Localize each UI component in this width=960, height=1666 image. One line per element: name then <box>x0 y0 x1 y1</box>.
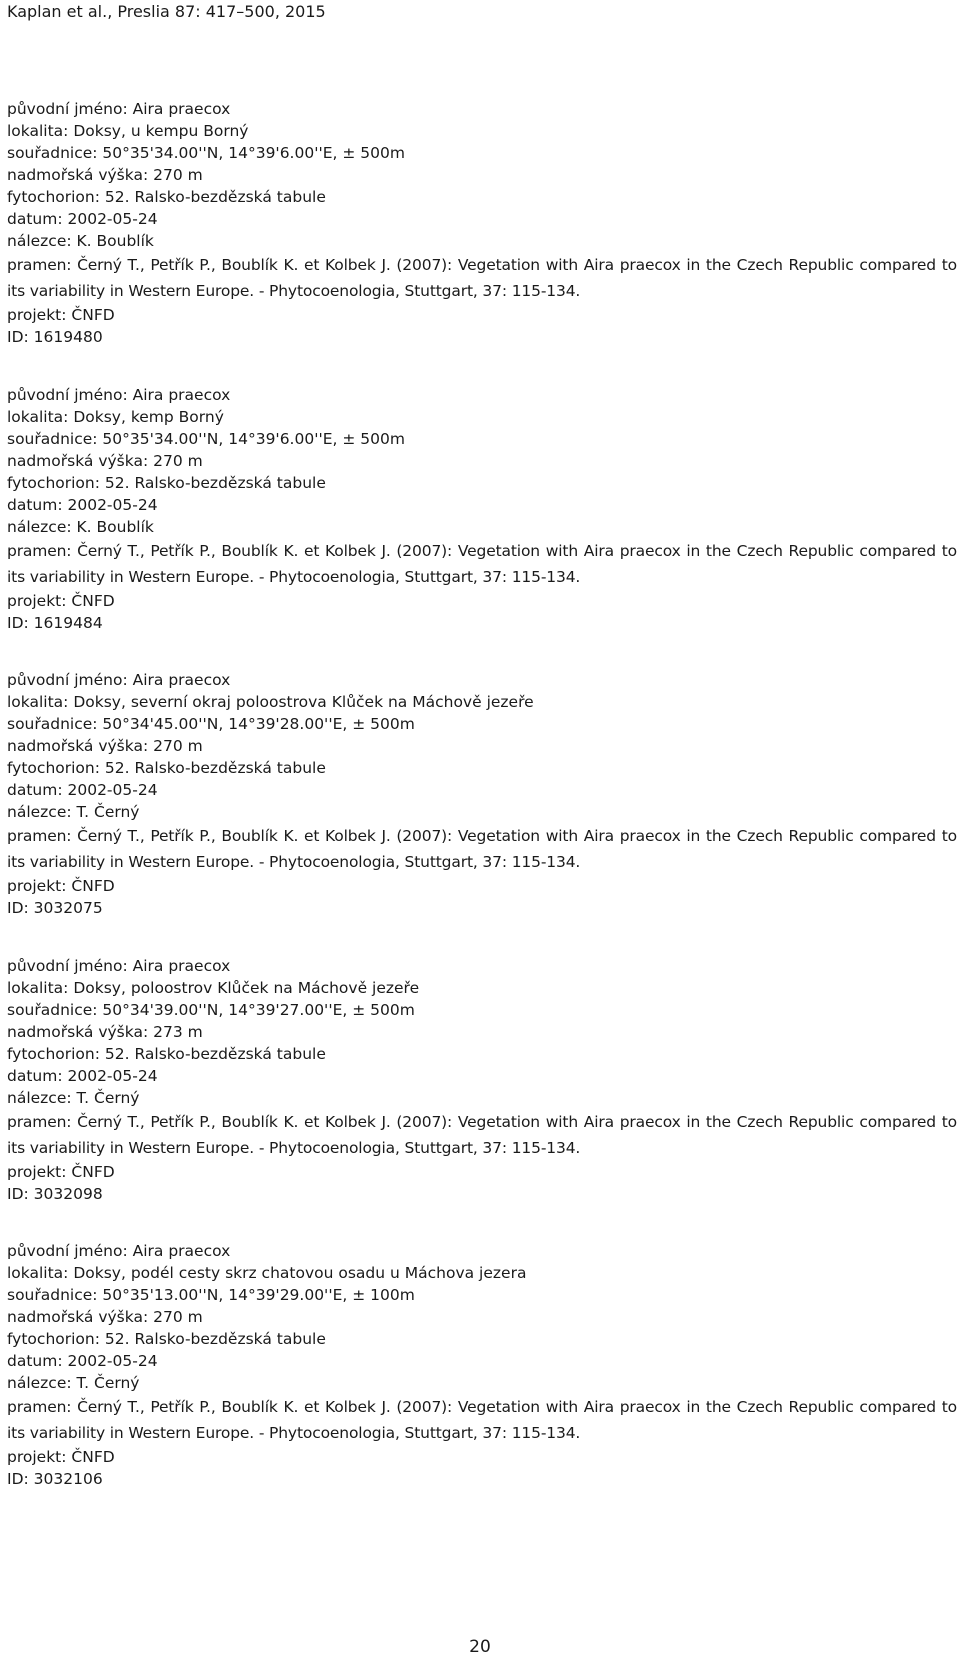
record-finder: nálezce: T. Černý <box>7 1374 140 1392</box>
record-id: ID: 3032075 <box>7 899 103 917</box>
record-coordinates: souřadnice: 50°34'39.00''N, 14°39'27.00''E, ± 500m <box>7 1000 415 1019</box>
record-altitude: nadmořská výška: 270 m <box>7 451 203 470</box>
record-entry <box>7 1240 957 1490</box>
record-entry <box>7 384 957 634</box>
record-source: pramen: Černý T., Petřík P., Boublík K. et Kolbek J. (2007): Vegetation with Aira praecox in the Czech Republic compared to its variability in Western Europe. - Phytocoenologia, Stuttgart, 37: 115-134. <box>7 541 957 586</box>
record-phytochorion: fytochorion: 52. Ralsko-bezdězská tabule <box>7 1330 326 1348</box>
record-id: ID: 3032098 <box>7 1184 103 1203</box>
record-date: datum: 2002-05-24 <box>7 210 158 228</box>
record-entry <box>7 669 957 919</box>
record-list <box>7 98 957 1526</box>
record-altitude: nadmořská výška: 270 m <box>7 737 203 755</box>
record-date: datum: 2002-05-24 <box>7 1352 158 1370</box>
record-locality: lokalita: Doksy, u kempu Borný <box>7 122 249 140</box>
record-altitude: nadmořská výška: 270 m <box>7 1308 203 1326</box>
record-locality: lokalita: Doksy, podél cesty skrz chatovou osadu u Máchova jezera <box>7 1264 527 1282</box>
record-finder: nálezce: K. Boublík <box>7 232 154 250</box>
record-source: pramen: Černý T., Petřík P., Boublík K. et Kolbek J. (2007): Vegetation with Aira praecox in the Czech Republic compared to its variability in Western Europe. - Phytocoenologia, Stuttgart, 37: 115-134. <box>7 1112 957 1157</box>
record-id: ID: 1619484 <box>7 613 103 632</box>
record-locality: lokalita: Doksy, poloostrov Klůček na Máchově jezeře <box>7 978 420 997</box>
record-original-name: původní jméno: Aira praecox <box>7 385 231 404</box>
record-original-name: původní jméno: Aira praecox <box>7 956 231 975</box>
record-coordinates: souřadnice: 50°35'34.00''N, 14°39'6.00''E, ± 500m <box>7 429 405 448</box>
running-header: Kaplan et al., Preslia 87: 417–500, 2015 <box>7 2 326 21</box>
record-project: projekt: ČNFD <box>7 591 115 610</box>
record-id: ID: 1619480 <box>7 328 103 346</box>
record-altitude: nadmořská výška: 270 m <box>7 166 203 184</box>
record-source: pramen: Černý T., Petřík P., Boublík K. et Kolbek J. (2007): Vegetation with Aira praecox in the Czech Republic compared to its variability in Western Europe. - Phytocoenologia, Stuttgart, 37: 115-134. <box>7 827 957 871</box>
record-source: pramen: Černý T., Petřík P., Boublík K. et Kolbek J. (2007): Vegetation with Aira praecox in the Czech Republic compared to its variability in Western Europe. - Phytocoenologia, Stuttgart, 37: 115-134. <box>7 256 957 300</box>
record-entry <box>7 98 957 348</box>
record-id: ID: 3032106 <box>7 1470 103 1488</box>
record-project: projekt: ČNFD <box>7 877 115 895</box>
record-date: datum: 2002-05-24 <box>7 1066 158 1085</box>
record-phytochorion: fytochorion: 52. Ralsko-bezdězská tabule <box>7 1044 326 1063</box>
record-altitude: nadmořská výška: 273 m <box>7 1022 203 1041</box>
record-finder: nálezce: T. Černý <box>7 1088 140 1107</box>
record-original-name: původní jméno: Aira praecox <box>7 100 231 118</box>
record-project: projekt: ČNFD <box>7 306 115 324</box>
record-locality: lokalita: Doksy, kemp Borný <box>7 407 224 426</box>
record-date: datum: 2002-05-24 <box>7 495 158 514</box>
record-coordinates: souřadnice: 50°35'13.00''N, 14°39'29.00''E, ± 100m <box>7 1286 415 1304</box>
record-original-name: původní jméno: Aira praecox <box>7 671 231 689</box>
record-source: pramen: Černý T., Petřík P., Boublík K. et Kolbek J. (2007): Vegetation with Aira praecox in the Czech Republic compared to its variability in Western Europe. - Phytocoenologia, Stuttgart, 37: 115-134. <box>7 1398 957 1442</box>
record-finder: nálezce: T. Černý <box>7 803 140 821</box>
page-number: 20 <box>469 1637 491 1657</box>
record-locality: lokalita: Doksy, severní okraj poloostrova Klůček na Máchově jezeře <box>7 693 534 711</box>
record-project: projekt: ČNFD <box>7 1162 115 1181</box>
record-coordinates: souřadnice: 50°35'34.00''N, 14°39'6.00''E, ± 500m <box>7 144 405 162</box>
record-entry <box>7 955 957 1205</box>
record-date: datum: 2002-05-24 <box>7 781 158 799</box>
record-phytochorion: fytochorion: 52. Ralsko-bezdězská tabule <box>7 473 326 492</box>
record-coordinates: souřadnice: 50°34'45.00''N, 14°39'28.00''E, ± 500m <box>7 715 415 733</box>
record-finder: nálezce: K. Boublík <box>7 517 154 536</box>
record-original-name: původní jméno: Aira praecox <box>7 1242 231 1260</box>
record-phytochorion: fytochorion: 52. Ralsko-bezdězská tabule <box>7 188 326 206</box>
record-project: projekt: ČNFD <box>7 1448 115 1466</box>
record-phytochorion: fytochorion: 52. Ralsko-bezdězská tabule <box>7 759 326 777</box>
